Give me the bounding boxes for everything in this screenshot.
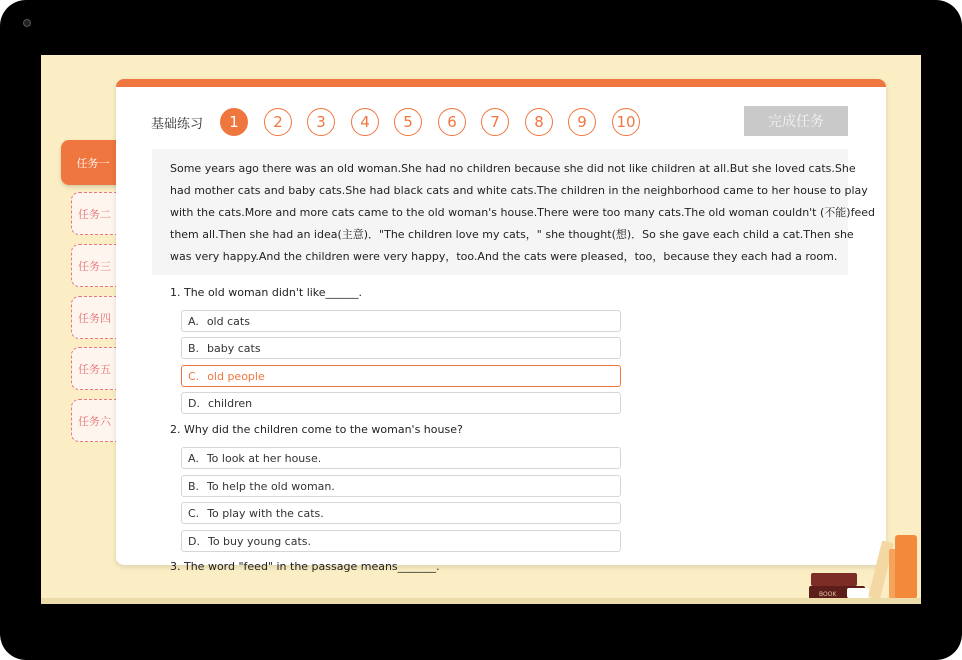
exercise-card	[116, 79, 886, 573]
question-number-1[interactable]: 1	[220, 108, 248, 136]
question-2-text: 2. Why did the children come to the woman's house?	[170, 423, 463, 436]
floor-strip	[41, 598, 921, 604]
question-1-text: 1. The old woman didn't like______.	[170, 286, 363, 299]
task-tab-2[interactable]: 任务二	[71, 192, 117, 235]
q1-option-a[interactable]: A. old cats	[181, 310, 621, 332]
book-icon: BOOK	[809, 586, 865, 602]
question-number-3[interactable]: 3	[307, 108, 335, 136]
q2-option-d[interactable]: D. To buy young cats.	[181, 530, 621, 552]
book-icon	[895, 535, 917, 599]
complete-task-button[interactable]: 完成任务	[744, 106, 848, 136]
passage-line: with the cats.More and more cats came to the old woman's house.There were too many cats.The old woman couldn't (不能)feed	[170, 206, 875, 219]
question-number-9[interactable]: 9	[568, 108, 596, 136]
q2-option-b[interactable]: B. To help the old woman.	[181, 475, 621, 497]
passage-line: had mother cats and baby cats.She had black cats and white cats.The children in the neighborhood came to her house to play	[170, 184, 868, 197]
passage-line: was very happy.And the children were very happy，too.And the cats were pleased，too，because they each had a room.	[170, 250, 838, 263]
reading-passage	[152, 149, 875, 275]
section-title: 基础练习	[151, 117, 204, 132]
books-decoration	[809, 533, 921, 604]
q1-option-d[interactable]: D. children	[181, 392, 621, 414]
task-tab-3[interactable]: 任务三	[71, 244, 117, 287]
task-tab-5[interactable]: 任务五	[71, 347, 117, 390]
question-3-text: 3. The word "feed" in the passage means_______.	[170, 560, 440, 573]
passage-line: them all.Then she had an idea(主意)．"The children love my cats，" she thought(想)．So she gave each child a cat.Then she	[170, 228, 854, 241]
task-tab-4[interactable]: 任务四	[71, 296, 117, 339]
question-number-10[interactable]: 10	[612, 108, 640, 136]
q2-option-c[interactable]: C. To play with the cats.	[181, 502, 621, 524]
passage-line: Some years ago there was an old woman.She had no children because she did not like children at all.But she loved cats.She	[170, 162, 856, 175]
question-number-4[interactable]: 4	[351, 108, 379, 136]
app-screen	[41, 55, 921, 604]
question-number-8[interactable]: 8	[525, 108, 553, 136]
q2-option-a[interactable]: A. To look at her house.	[181, 447, 621, 469]
question-number-6[interactable]: 6	[438, 108, 466, 136]
q1-option-c[interactable]: C. old people	[181, 365, 621, 387]
task-tab-1[interactable]: 任务一	[61, 140, 125, 185]
question-number-5[interactable]: 5	[394, 108, 422, 136]
camera-icon	[23, 19, 31, 27]
q1-option-b[interactable]: B. baby cats	[181, 337, 621, 359]
task-tab-6[interactable]: 任务六	[71, 399, 117, 442]
book-icon	[847, 588, 869, 598]
question-number-7[interactable]: 7	[481, 108, 509, 136]
book-icon	[811, 573, 857, 586]
question-number-2[interactable]: 2	[264, 108, 292, 136]
